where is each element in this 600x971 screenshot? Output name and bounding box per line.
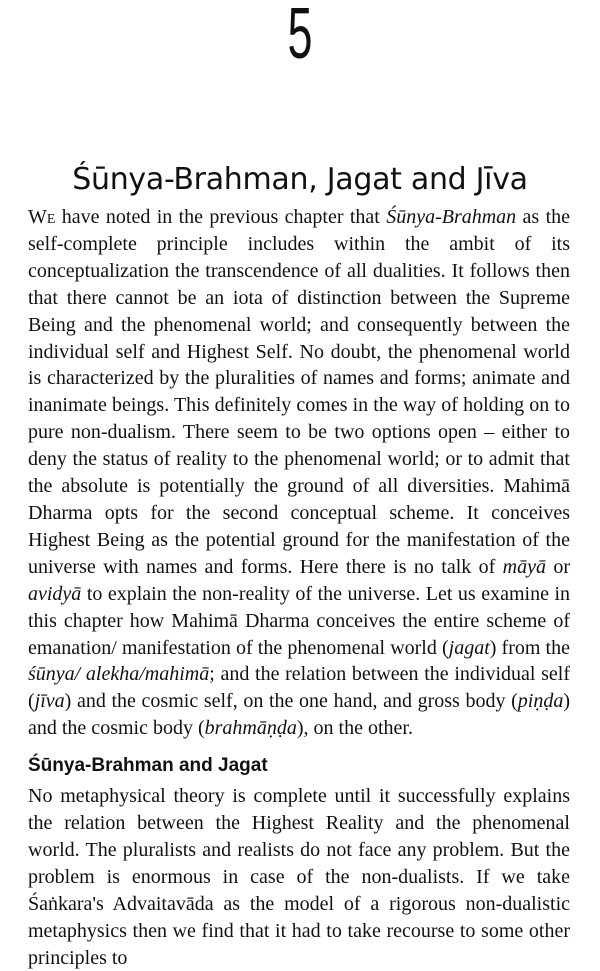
italic-term: jīva [34, 690, 65, 713]
text-run: have noted in the previous chapter that [55, 206, 387, 228]
section-heading: Śūnya-Brahman and Jagat [28, 755, 268, 777]
text-run: or [545, 555, 570, 578]
italic-term: brahmāṇḍa [204, 717, 297, 740]
text-run: to explain the non-reality of the universe. Let us examine in this chapter how Mahimā Dharma conceives the entire scheme of emanation/ manifestation of the phenomenal world ( [28, 582, 570, 659]
text-run: ) and the cosmic self, on the one hand, and gross body ( [64, 690, 518, 713]
chapter-body [28, 204, 570, 971]
italic-term: Śūnya-Brahman [386, 206, 517, 228]
italic-term: māyā [502, 555, 546, 578]
intro-paragraph-text [28, 206, 570, 739]
text-run: as the self-complete principle includes within the ambit of its conceptualization the transcendence of all dualities. It follows then that there cannot be an iota of distinction between the Supreme Being and the phenomenal world; and consequently between the individual self and Highest Self. No doubt, the phenomenal world is characterized by the pluralities of names and forms; animate and inanimate beings. This definitely comes in the way of holding on to pure non-dualism. There seem to be two options open – either to deny the status of reality to the phenomenal world; or to admit that the absolute is potentially the ground of all diversities. Mahimā Dharma opts for the second conceptual scheme. It conceives Highest Being as the potential ground for the manifestation of the universe with names and forms. Here there is no talk of [28, 206, 570, 578]
italic-term: śūnya/ alekha/mahimā [28, 663, 210, 686]
italic-term: jagat [448, 636, 490, 659]
italic-term: piṇḍa [517, 690, 564, 713]
intro-paragraph [28, 204, 570, 742]
section-paragraph: No metaphysical theory is complete until it successfully explains the relation between the Highest Reality and the phenomenal world. The pluralists and realists do not face any problem. But the problem is enormous in case of the non-dualists. If we take Śaṅkara's Advaitavāda as the model of a rigorous non-dualistic metaphysics then we find that it had to take recourse to some other principles to [28, 785, 570, 969]
text-run: ) from the [489, 636, 570, 659]
text-run: ), on the other. [296, 717, 413, 740]
chapter-title: Śūnya-Brahman, Jagat and Jīva [72, 162, 528, 198]
chapter-number: 5 [287, 0, 313, 74]
drop-lead-word: We [28, 206, 56, 228]
italic-term: avidyā [28, 582, 82, 605]
text-run: ; and the relation between the individual self ( [28, 663, 570, 713]
text-run: ) and the cosmic body ( [28, 690, 570, 740]
